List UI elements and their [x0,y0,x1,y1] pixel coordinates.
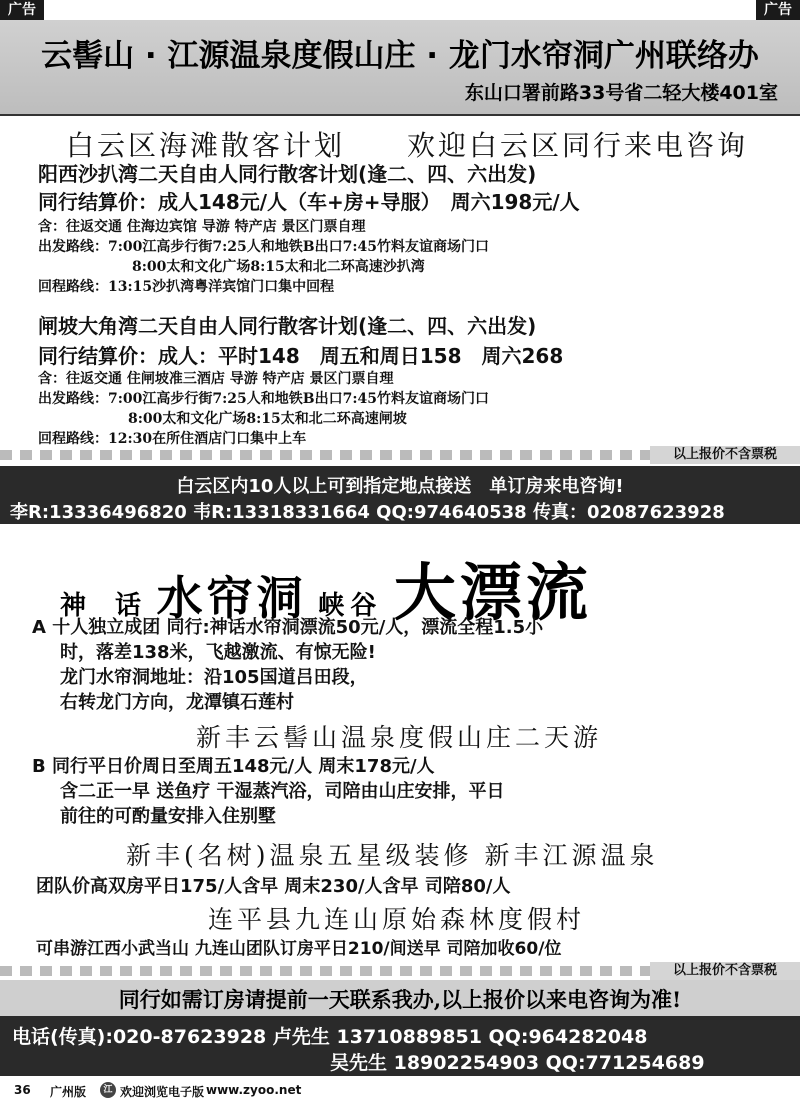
dashed-divider [0,450,650,460]
tour1-price: 同行结算价：成人148元/人（车+房+导服） 周六198元/人 [38,190,580,214]
ad-tag-right: 广告 [756,0,800,20]
tax-note-bar-1 [0,446,800,464]
option-a-line3: 龙门水帘洞地址：沿105国道吕田段， [60,667,368,688]
tour2-depart2: 8:00太和文化广场8:15太和北二环高速闸坡 [128,411,407,427]
header-address: 东山口署前路33号省二轻大楼401室 [464,82,778,104]
xinfeng-heading: 新丰(名树)温泉五星级装修 新丰江源温泉 [126,841,659,870]
tour2-return: 回程路线：12:30在所住酒店门口集中上车 [38,431,307,447]
tax-note-label: 以上报价不含票税 [650,446,800,464]
heading-part-xiagu: 峡谷 [318,591,383,621]
publisher-logo-icon: 江 [100,1082,116,1098]
tour1-depart1: 出发路线：7:00江高步行街7:25人和地铁B出口7:45竹料友谊商场门口 [38,239,490,255]
baiyun-tour-section [0,118,800,448]
section1-heading: 白云区海滩散客计划 欢迎白云区同行来电咨询 [66,129,749,162]
pickup-notice: 白云区内10人以上可到指定地点接送 单订房来电咨询! [176,476,624,497]
tour1-title: 阳西沙扒湾二天自由人同行散客计划(逢二、四、六出发) [38,162,537,186]
tour2-includes: 含：往返交通 住闸坡准三酒店 导游 特产店 景区门票自理 [38,371,394,387]
tax-note-label: 以上报价不含票税 [650,962,800,980]
tour1-depart2: 8:00太和文化广场8:15太和北二环高速沙扒湾 [132,259,425,275]
contact-band-2 [0,1016,800,1076]
heading-part-dapiaoliu: 大漂流 [393,556,592,629]
tour2-depart1: 出发路线：7:00江高步行街7:25人和地铁B出口7:45竹料友谊商场门口 [38,391,490,407]
heading-part-shenhua: 神 话 [60,591,152,621]
footer-url[interactable]: www.zyoo.net [206,1083,302,1097]
lianping-heading: 连平县九连山原始森林度假村 [208,905,586,934]
xinfeng-price: 团队价高双房平日175/人含早 周末230/人含早 司陪80/人 [36,876,511,897]
tour2-title: 闸坡大角湾二天自由人同行散客计划(逢二、四、六出发) [38,314,537,338]
heading-part-shuiliandong: 水帘洞 [156,571,307,625]
header-title: 云髻山 · 江源温泉度假山庄 · 龙门水帘洞广州联络办 [41,38,759,74]
option-b-line1: B 同行平日价周日至周五148元/人 周末178元/人 [32,756,435,777]
tour2-price: 同行结算价：成人：平时148 周五和周日158 周六268 [38,344,564,368]
tour1-includes: 含：往返交通 住海边宾馆 导游 特产店 景区门票自理 [38,219,366,235]
option-a-line1: A 十人独立成团 同行:神话水帘洞漂流50元/人，漂流全程1.5小 [32,617,544,638]
lianping-price: 可串游江西小武当山 九连山团队订房平日210/间送早 司陪加收60/位 [36,939,562,959]
contact-numbers-1: 李R:13336496820 韦R:13318331664 QQ:974640538 传真：02087623928 [10,502,725,523]
tax-note-bar-2 [0,962,800,980]
booking-notice: 同行如需订房请提前一天联系我办,以上报价以来电咨询为准! [118,987,682,1012]
page-footer [0,1080,800,1100]
footer-note: 欢迎浏览电子版 [120,1085,205,1099]
booking-notice-band [0,980,800,1016]
option-b-line3: 前往的可酌量安排入住别墅 [60,806,276,827]
yunji-heading: 新丰云髻山温泉度假山庄二天游 [196,723,603,752]
contact-band-1 [0,466,800,524]
page-number: 36 [14,1083,31,1097]
dashed-divider [0,966,650,976]
contact-row-1: 电话(传真):020-87623928 卢先生 13710889851 QQ:964282048 [12,1026,648,1048]
tour1-return: 回程路线：13:15沙扒湾粤洋宾馆门口集中回程 [38,279,335,295]
ad-tag-left: 广告 [0,0,44,20]
option-a-line4: 右转龙门方向，龙潭镇石莲村 [60,692,294,713]
option-a-line2: 时，落差138米，飞越激流、有惊无险! [60,642,376,663]
option-b-line2: 含二正一早 送鱼疗 干湿蒸汽浴，司陪由山庄安排，平日 [60,781,505,802]
contact-row-2: 吴先生 18902254903 QQ:771254689 [330,1052,705,1074]
header-banner [0,20,800,116]
edition-label: 广州版 [50,1085,87,1099]
